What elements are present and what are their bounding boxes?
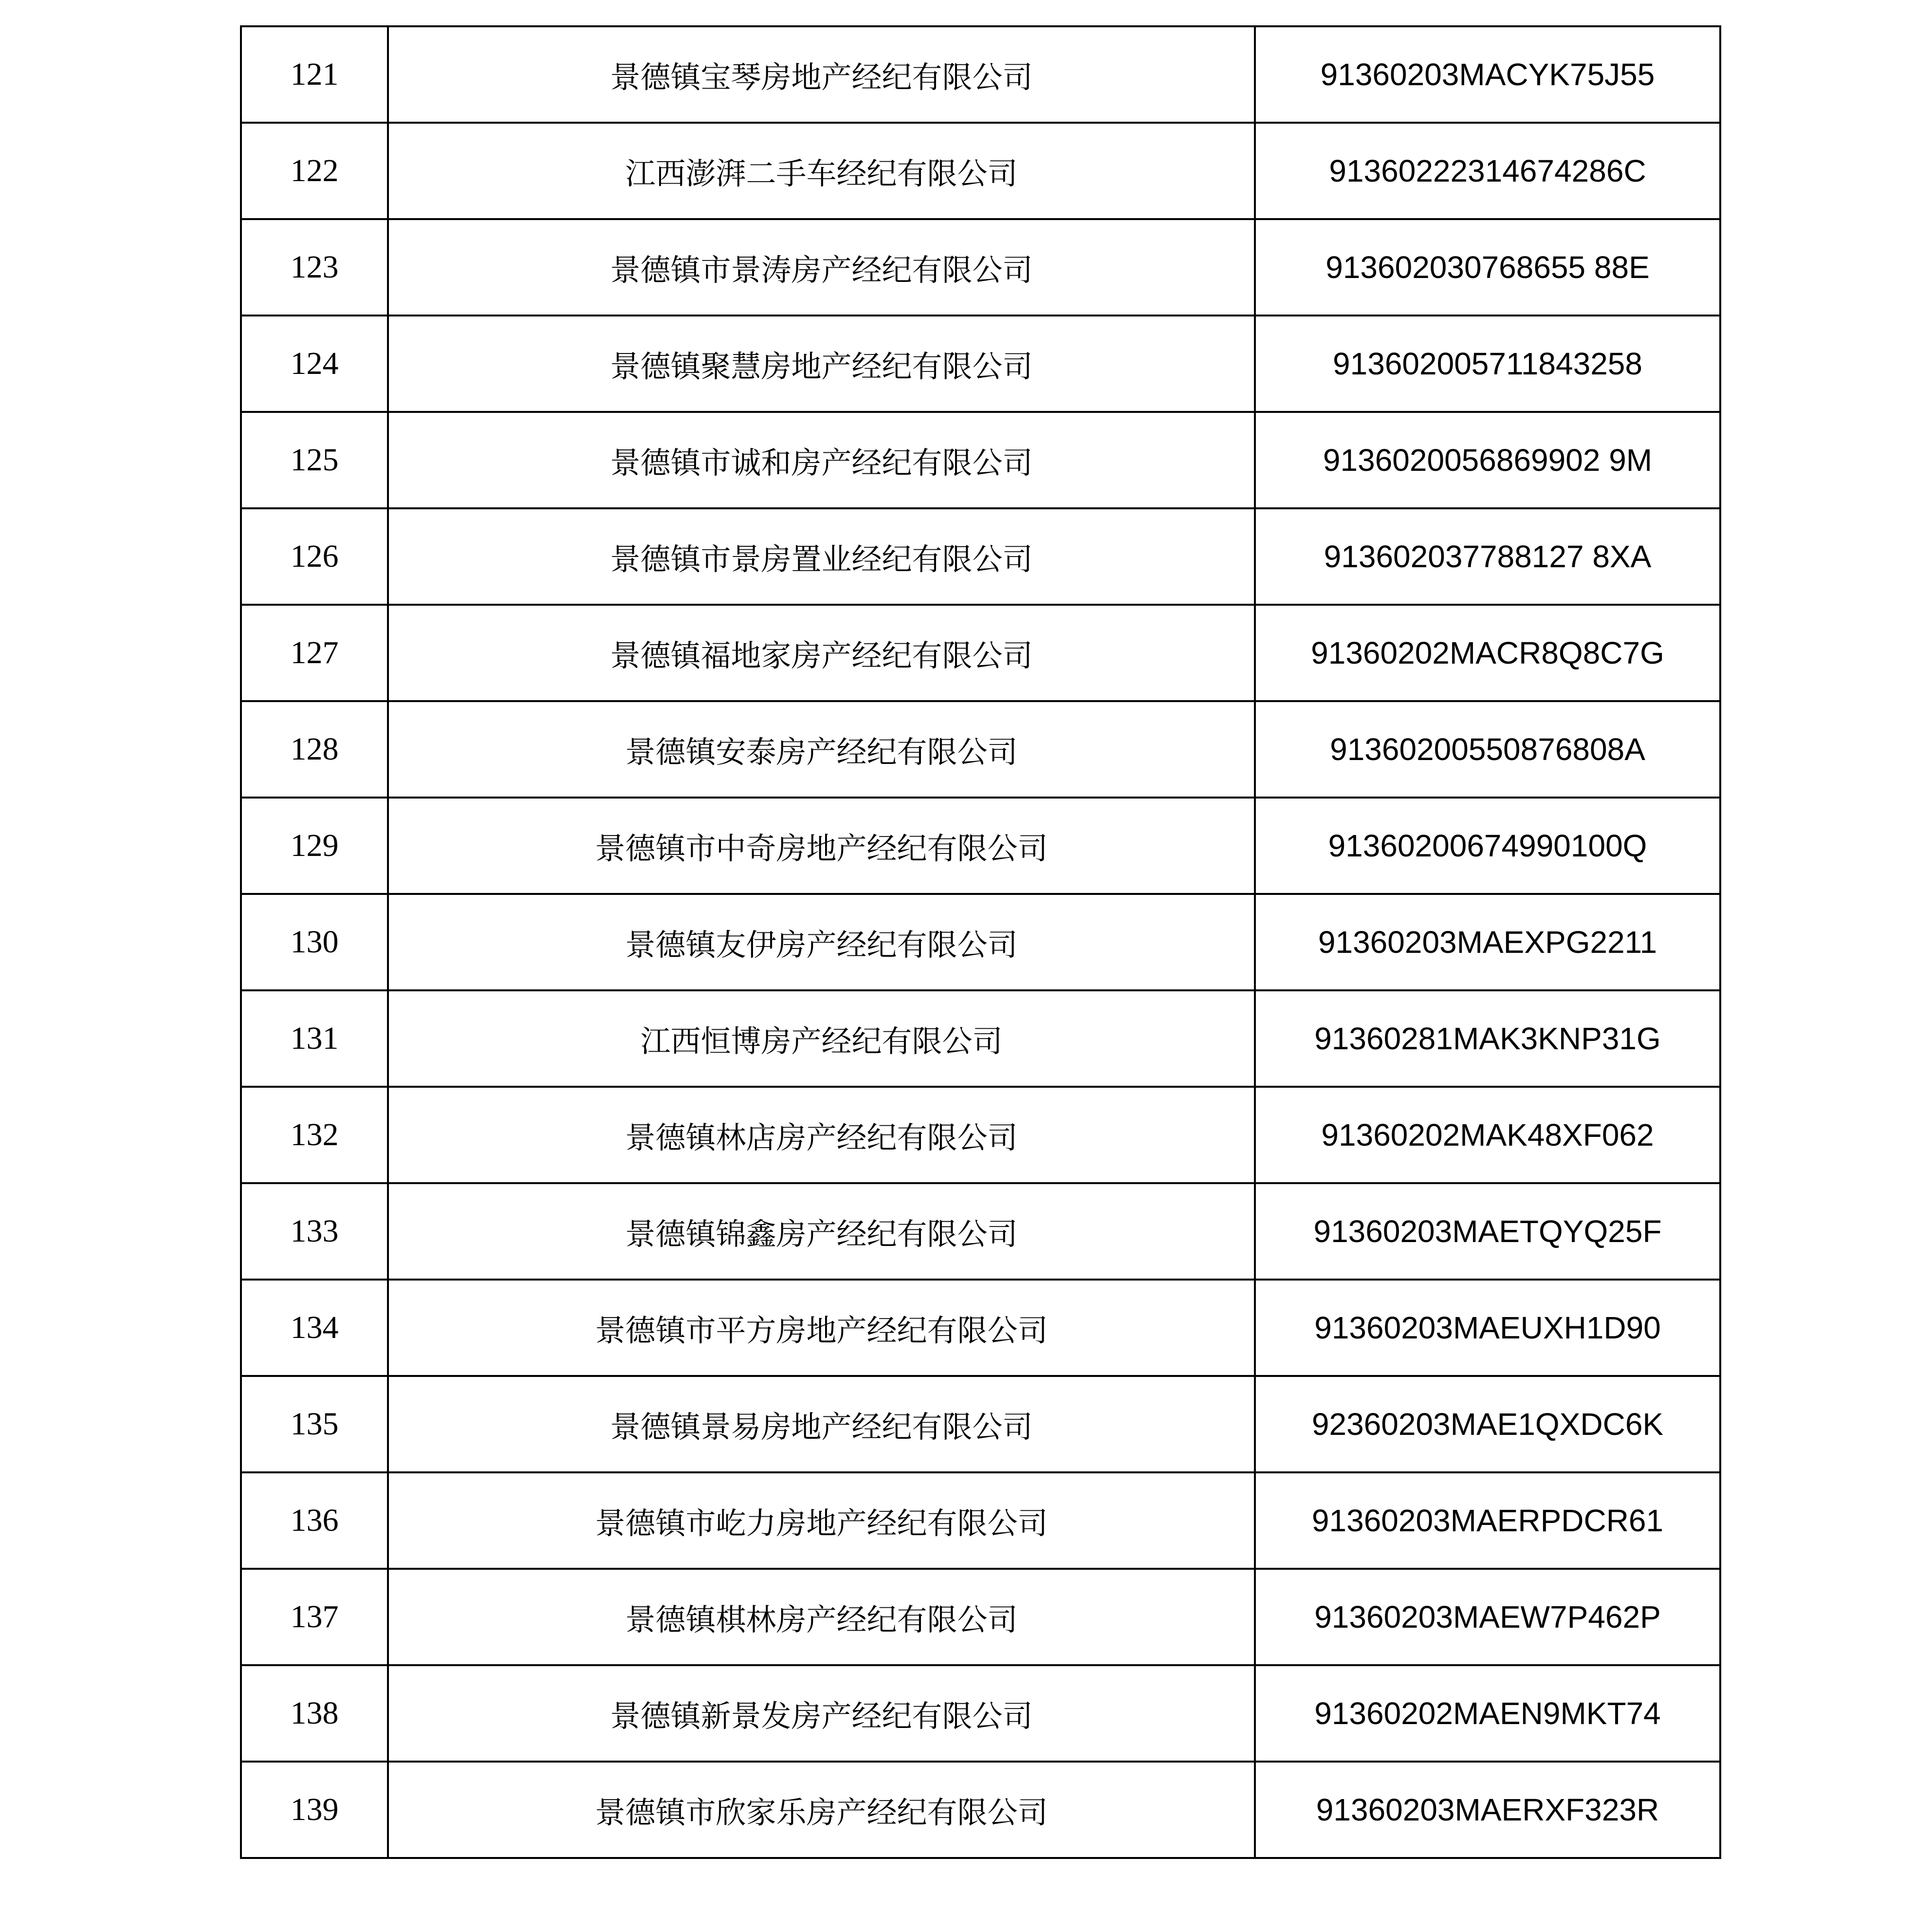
company-name-cell: 景德镇市中奇房地产经纪有限公司 xyxy=(388,798,1255,894)
row-index-cell: 135 xyxy=(241,1376,388,1472)
credit-code-cell: 913602030768655 88E xyxy=(1255,219,1720,316)
credit-code-cell: 91360200674990100Q xyxy=(1255,798,1720,894)
row-index-cell: 129 xyxy=(241,798,388,894)
table-row xyxy=(241,219,1720,316)
row-index-cell: 134 xyxy=(241,1280,388,1376)
table-row xyxy=(241,701,1720,798)
row-index-cell: 123 xyxy=(241,219,388,316)
row-index-cell: 130 xyxy=(241,894,388,990)
company-name-cell: 景德镇市屹力房地产经纪有限公司 xyxy=(388,1472,1255,1569)
table-row xyxy=(241,1569,1720,1665)
table-row xyxy=(241,316,1720,412)
credit-code-cell: 91360222314674286C xyxy=(1255,123,1720,219)
credit-code-cell: 91360203MAEW7P462P xyxy=(1255,1569,1720,1665)
company-name-cell: 景德镇宝琴房地产经纪有限公司 xyxy=(388,26,1255,123)
table-row xyxy=(241,605,1720,701)
company-name-cell: 景德镇锦鑫房产经纪有限公司 xyxy=(388,1183,1255,1280)
table-row xyxy=(241,1087,1720,1183)
row-index-cell: 125 xyxy=(241,412,388,508)
table-row xyxy=(241,894,1720,990)
table-row xyxy=(241,412,1720,508)
credit-code-cell: 91360203MAETQYQ25F xyxy=(1255,1183,1720,1280)
table-row xyxy=(241,1376,1720,1472)
credit-code-cell: 91360202MAEN9MKT74 xyxy=(1255,1665,1720,1762)
credit-code-cell: 91360203MAERPDCR61 xyxy=(1255,1472,1720,1569)
credit-code-cell: 913602005711843258 xyxy=(1255,316,1720,412)
row-index-cell: 121 xyxy=(241,26,388,123)
company-name-cell: 景德镇市欣家乐房产经纪有限公司 xyxy=(388,1762,1255,1858)
company-name-cell: 景德镇景易房地产经纪有限公司 xyxy=(388,1376,1255,1472)
company-name-cell: 景德镇安泰房产经纪有限公司 xyxy=(388,701,1255,798)
table-row xyxy=(241,798,1720,894)
company-name-cell: 景德镇市景涛房产经纪有限公司 xyxy=(388,219,1255,316)
credit-code-cell: 91360202MAK48XF062 xyxy=(1255,1087,1720,1183)
company-name-cell: 景德镇友伊房产经纪有限公司 xyxy=(388,894,1255,990)
company-name-cell: 景德镇市景房置业经纪有限公司 xyxy=(388,508,1255,605)
credit-code-cell: 91360202MACR8Q8C7G xyxy=(1255,605,1720,701)
company-name-cell: 江西恒博房产经纪有限公司 xyxy=(388,990,1255,1087)
row-index-cell: 136 xyxy=(241,1472,388,1569)
row-index-cell: 124 xyxy=(241,316,388,412)
company-name-cell: 景德镇福地家房产经纪有限公司 xyxy=(388,605,1255,701)
company-registry-table xyxy=(240,25,1721,1859)
table-row xyxy=(241,123,1720,219)
registry-table-body xyxy=(241,26,1720,1858)
credit-code-cell: 92360203MAE1QXDC6K xyxy=(1255,1376,1720,1472)
credit-code-cell: 913602037788127 8XA xyxy=(1255,508,1720,605)
company-name-cell: 景德镇棋林房产经纪有限公司 xyxy=(388,1569,1255,1665)
credit-code-cell: 91360203MACYK75J55 xyxy=(1255,26,1720,123)
row-index-cell: 131 xyxy=(241,990,388,1087)
table-row xyxy=(241,1665,1720,1762)
row-index-cell: 138 xyxy=(241,1665,388,1762)
credit-code-cell: 91360203MAEXPG2211 xyxy=(1255,894,1720,990)
row-index-cell: 126 xyxy=(241,508,388,605)
row-index-cell: 132 xyxy=(241,1087,388,1183)
row-index-cell: 128 xyxy=(241,701,388,798)
table-row xyxy=(241,1183,1720,1280)
company-name-cell: 江西澎湃二手车经纪有限公司 xyxy=(388,123,1255,219)
company-name-cell: 景德镇聚慧房地产经纪有限公司 xyxy=(388,316,1255,412)
row-index-cell: 127 xyxy=(241,605,388,701)
table-row xyxy=(241,990,1720,1087)
credit-code-cell: 91360281MAK3KNP31G xyxy=(1255,990,1720,1087)
credit-code-cell: 91360203MAEUXH1D90 xyxy=(1255,1280,1720,1376)
company-name-cell: 景德镇新景发房产经纪有限公司 xyxy=(388,1665,1255,1762)
company-name-cell: 景德镇市平方房地产经纪有限公司 xyxy=(388,1280,1255,1376)
credit-code-cell: 91360200550876808A xyxy=(1255,701,1720,798)
row-index-cell: 137 xyxy=(241,1569,388,1665)
table-row xyxy=(241,26,1720,123)
table-row xyxy=(241,1472,1720,1569)
company-name-cell: 景德镇林店房产经纪有限公司 xyxy=(388,1087,1255,1183)
company-name-cell: 景德镇市诚和房产经纪有限公司 xyxy=(388,412,1255,508)
row-index-cell: 133 xyxy=(241,1183,388,1280)
credit-code-cell: 91360203MAERXF323R xyxy=(1255,1762,1720,1858)
table-row xyxy=(241,1762,1720,1858)
credit-code-cell: 9136020056869902 9M xyxy=(1255,412,1720,508)
row-index-cell: 122 xyxy=(241,123,388,219)
table-row xyxy=(241,1280,1720,1376)
table-row xyxy=(241,508,1720,605)
row-index-cell: 139 xyxy=(241,1762,388,1858)
